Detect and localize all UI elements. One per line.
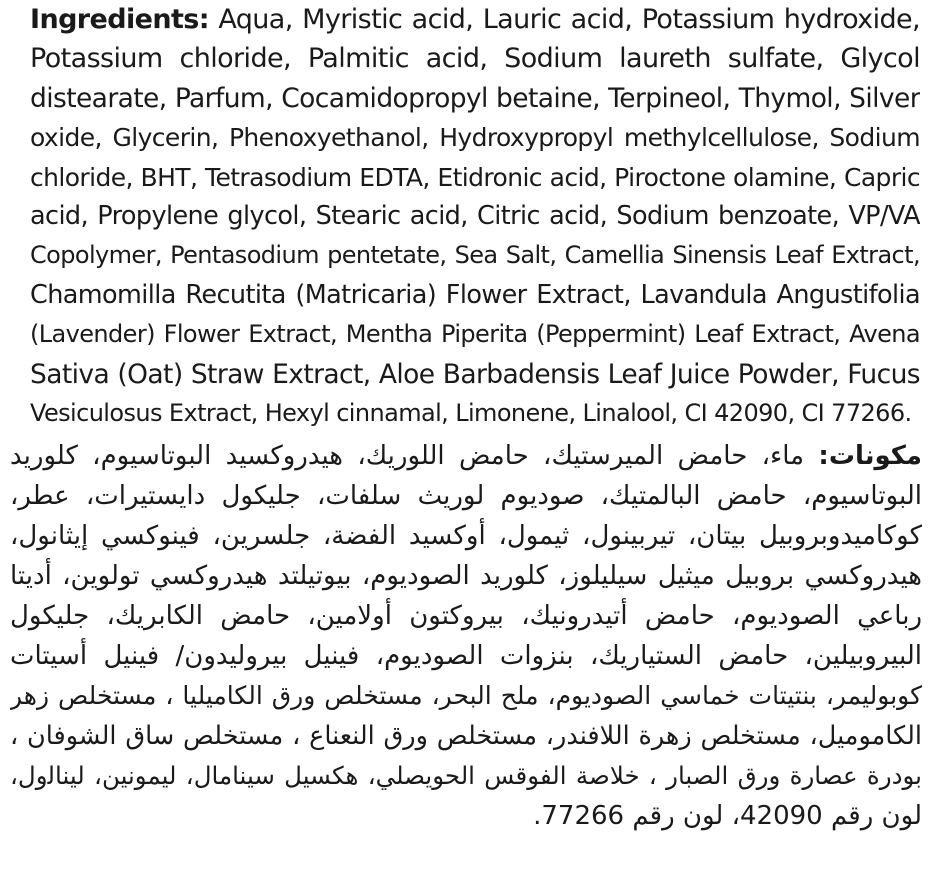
- arabic-line-6: البيروبيلين، حامض الستياريك، بنزوات الصوديوم، فينيل بيروليدون/ فينيل أسيتات: [10, 641, 922, 671]
- english-line-3: distearate, Parfum, Cocamidopropyl betaine, Terpineol, Thymol, Silver: [30, 82, 920, 114]
- arabic-line-8: الكاموميل، مستخلص زهرة اللافندر، مستخلص ورق النعناع ، مستخلص ساق الشوفان ،: [10, 721, 922, 751]
- english-line-text: Aqua, Myristic acid, Lauric acid, Potassium hydroxide,: [218, 4, 920, 35]
- arabic-line-4: هيدروكسي بروبيل ميثيل سيليلوز، كلوريد الصوديوم، بيوتيلتد هيدروكسي تولوين، أديتا: [10, 561, 922, 591]
- english-line-4: oxide, Glycerin, Phenoxyethanol, Hydroxypropyl methylcellulose, Sodium: [30, 123, 920, 153]
- english-line-1: [30, 0, 920, 39]
- english-line-10: Sativa (Oat) Straw Extract, Aloe Barbadensis Leaf Juice Powder, Fucus: [30, 358, 920, 390]
- english-ingredients: [30, 0, 920, 433]
- english-line-2: Potassium chloride, Palmitic acid, Sodium laureth sulfate, Glycol: [30, 43, 920, 75]
- arabic-line-9: بودرة عصارة ورق الصبار ، خلاصة الفوقس الحويصلي، هكسيل سينامال، ليمونين، ليناﻟول،: [10, 761, 922, 790]
- english-line-7: Copolymer, Pentasodium pentetate, Sea Salt, Camellia Sinensis Leaf Extract,: [30, 241, 920, 270]
- arabic-line-2: البوتاسيوم، حامض البالمتيك، صوديوم لوريث سلفات، جليكول دايستيرات، عطر،: [10, 481, 922, 511]
- arabic-heading: مكونات:: [818, 441, 922, 471]
- arabic-line-1: [10, 436, 922, 476]
- arabic-ingredients: [10, 436, 922, 836]
- english-line-11: Vesiculosus Extract, Hexyl cinnamal, Limonene, Linalool, CI 42090, CI 77266.: [30, 398, 912, 427]
- english-line-5: chloride, BHT, Tetrasodium EDTA, Etidronic acid, Piroctone olamine, Capric: [30, 162, 920, 192]
- arabic-line-5: رباعي الصوديوم، حامض أتيدرونيك، بيروكتون أولامين، حامض الكابريك، جليكول: [10, 601, 922, 631]
- arabic-line-10: لون رقم 42090، لون رقم 77266.: [533, 801, 922, 831]
- arabic-line-text: ماء، حامض الميرستيك، حامض اللوريك، هيدروكسيد البوتاسيوم، كلوريد: [10, 441, 805, 471]
- arabic-line-7: كوبوليمر، بنتيتات خماسي الصوديوم، ملح البحر، مستخلص ورق الكاميليا ، مستخلص زهر: [10, 681, 922, 710]
- english-line-9: (Lavender) Flower Extract, Mentha Piperita (Peppermint) Leaf Extract, Avena: [30, 320, 920, 349]
- english-line-6: acid, Propylene glycol, Stearic acid, Citric acid, Sodium benzoate, VP/VA: [30, 200, 920, 231]
- english-line-8: Chamomilla Recutita (Matricaria) Flower Extract, Lavandula Angustifolia: [30, 279, 920, 310]
- english-heading: Ingredients:: [30, 4, 209, 35]
- arabic-line-3: كوكاميدوبروبيل بيتان، تيربينول، ثيمول، أوكسيد الفضة، جلسرين، فينوكسي إيثانول،: [10, 521, 922, 551]
